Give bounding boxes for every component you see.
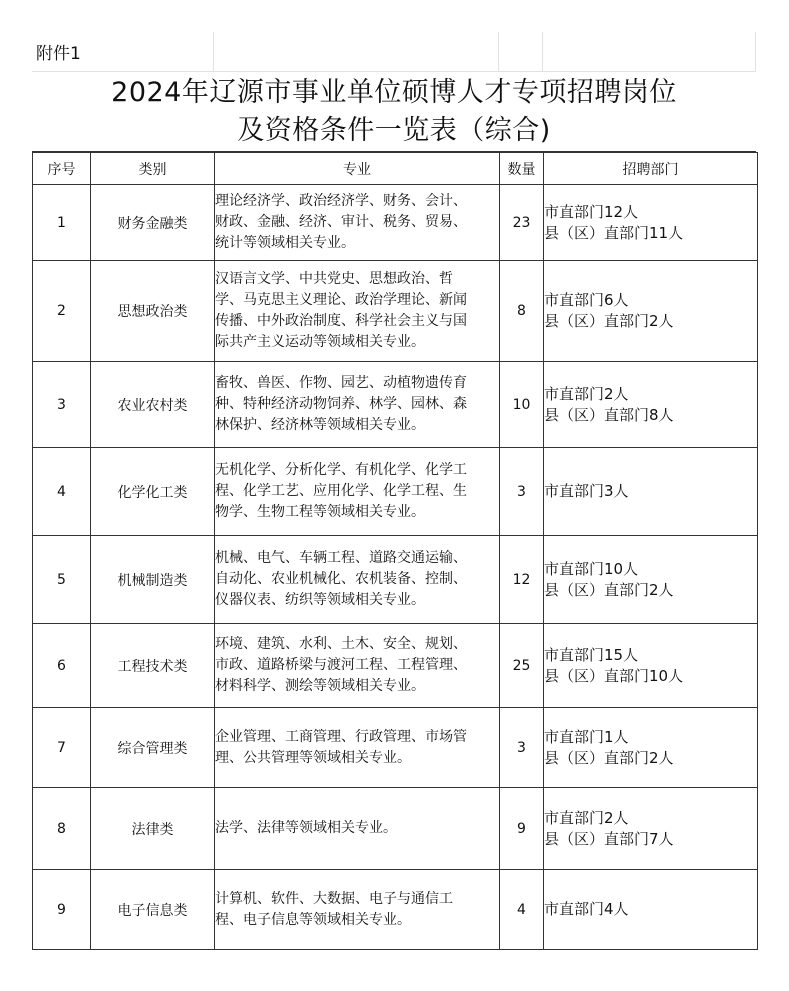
table-header-row — [33, 153, 758, 185]
major-line: 市政、道路桥梁与渡河工程、工程管理、 — [215, 657, 467, 673]
row-major — [215, 708, 500, 788]
row-major — [215, 261, 500, 362]
row-number: 8 — [33, 788, 91, 870]
table-row — [33, 708, 758, 788]
row-count: 10 — [500, 362, 544, 448]
table-row — [33, 870, 758, 950]
row-dept — [544, 448, 758, 536]
dept-line: 市直部门10人 — [544, 559, 639, 578]
row-number: 9 — [33, 870, 91, 950]
major-line: 财政、金融、经济、审计、税务、贸易、 — [215, 214, 467, 230]
header-dept: 招聘部门 — [544, 153, 758, 185]
positions-table — [32, 152, 758, 950]
grid-cell — [214, 32, 499, 72]
title-line-2: 及资格条件一览表（综合) — [237, 114, 551, 146]
major-line: 林保护、经济林等领域相关专业。 — [215, 417, 425, 433]
row-number: 1 — [33, 185, 91, 261]
dept-line: 县（区）直部门7人 — [544, 829, 674, 848]
row-count: 8 — [500, 261, 544, 362]
row-number: 7 — [33, 708, 91, 788]
dept-line: 市直部门2人 — [544, 384, 629, 403]
row-count: 4 — [500, 870, 544, 950]
row-major — [215, 536, 500, 624]
row-major — [215, 448, 500, 536]
row-count: 23 — [500, 185, 544, 261]
major-line: 程、化学工艺、应用化学、化学工程、生 — [215, 483, 467, 499]
major-line: 际共产主义运动等领域相关专业。 — [215, 334, 425, 350]
dept-line: 市直部门12人 — [544, 202, 639, 221]
dept-line: 县（区）直部门2人 — [544, 580, 674, 599]
dept-line: 市直部门15人 — [544, 645, 639, 664]
row-category: 电子信息类 — [91, 870, 215, 950]
dept-line: 市直部门6人 — [544, 291, 629, 309]
row-dept — [544, 362, 758, 448]
major-line: 汉语言文学、中共党史、思想政治、哲 — [215, 271, 453, 287]
row-dept — [544, 870, 758, 950]
row-dept — [544, 624, 758, 708]
page-title — [32, 72, 756, 152]
row-count: 25 — [500, 624, 544, 708]
dept-line: 县（区）直部门8人 — [544, 405, 674, 424]
major-line: 传播、中外政治制度、科学社会主义与国 — [215, 313, 467, 329]
major-line: 畜牧、兽医、作物、园艺、动植物遗传育 — [215, 375, 467, 391]
row-category: 思想政治类 — [91, 261, 215, 362]
row-major — [215, 624, 500, 708]
grid-cell — [543, 32, 756, 72]
major-line: 企业管理、工商管理、行政管理、市场管 — [215, 728, 467, 745]
major-line: 仪器仪表、纺织等领域相关专业。 — [215, 592, 425, 608]
row-major — [215, 185, 500, 261]
major-line: 法学、法律等领域相关专业。 — [215, 820, 397, 836]
row-count: 9 — [500, 788, 544, 870]
row-category: 化学化工类 — [91, 448, 215, 536]
dept-line: 市直部门2人 — [544, 808, 629, 827]
row-major — [215, 362, 500, 448]
row-number: 4 — [33, 448, 91, 536]
header-category: 类别 — [91, 153, 215, 185]
major-line: 环境、建筑、水利、土木、安全、规划、 — [215, 636, 467, 652]
table-row — [33, 788, 758, 870]
dept-line: 县（区）直部门10人 — [544, 666, 684, 685]
row-major — [215, 788, 500, 870]
annex-label: 附件1 — [32, 32, 214, 72]
major-line: 学、马克思主义理论、政治学理论、新闻 — [215, 292, 467, 308]
row-dept — [544, 708, 758, 788]
major-line: 自动化、农业机械化、农机装备、控制、 — [215, 571, 467, 587]
major-line: 物学、生物工程等领域相关专业。 — [215, 504, 425, 520]
dept-line: 县（区）直部门2人 — [544, 312, 674, 330]
table-row — [33, 448, 758, 536]
header-no: 序号 — [33, 153, 91, 185]
row-number: 5 — [33, 536, 91, 624]
row-number: 2 — [33, 261, 91, 362]
dept-line: 县（区）直部门2人 — [544, 748, 674, 767]
row-count: 3 — [500, 708, 544, 788]
dept-line: 市直部门1人 — [544, 727, 629, 746]
table-row — [33, 185, 758, 261]
row-category: 综合管理类 — [91, 708, 215, 788]
major-line: 无机化学、分析化学、有机化学、化学工 — [215, 462, 467, 478]
major-line: 理、公共管理等领域相关专业。 — [215, 749, 411, 766]
row-dept — [544, 261, 758, 362]
row-dept — [544, 788, 758, 870]
row-number: 3 — [33, 362, 91, 448]
row-category: 财务金融类 — [91, 185, 215, 261]
row-category: 农业农村类 — [91, 362, 215, 448]
row-dept — [544, 185, 758, 261]
major-line: 种、特种经济动物饲养、林学、园林、森 — [215, 396, 467, 412]
header-major: 专业 — [215, 153, 500, 185]
dept-line: 县（区）直部门11人 — [544, 223, 684, 242]
table-row — [33, 362, 758, 448]
row-major — [215, 870, 500, 950]
row-category: 工程技术类 — [91, 624, 215, 708]
major-line: 程、电子信息等领域相关专业。 — [215, 911, 411, 928]
table-row — [33, 624, 758, 708]
major-line: 机械、电气、车辆工程、道路交通运输、 — [215, 550, 467, 566]
major-line: 材料科学、测绘等领域相关专业。 — [215, 678, 425, 694]
row-category: 法律类 — [91, 788, 215, 870]
dept-line: 市直部门3人 — [544, 482, 629, 500]
major-line: 计算机、软件、大数据、电子与通信工 — [215, 890, 453, 907]
table-row — [33, 261, 758, 362]
header-count: 数量 — [500, 153, 544, 185]
major-line: 统计等领域相关专业。 — [215, 235, 355, 251]
dept-line: 市直部门4人 — [544, 900, 629, 918]
row-count: 12 — [500, 536, 544, 624]
table-row — [33, 536, 758, 624]
row-dept — [544, 536, 758, 624]
grid-cell — [499, 32, 543, 72]
row-count: 3 — [500, 448, 544, 536]
row-number: 6 — [33, 624, 91, 708]
row-category: 机械制造类 — [91, 536, 215, 624]
major-line: 理论经济学、政治经济学、财务、会计、 — [215, 193, 467, 209]
title-line-1: 2024年辽源市事业单位硕博人才专项招聘岗位 — [111, 76, 677, 108]
